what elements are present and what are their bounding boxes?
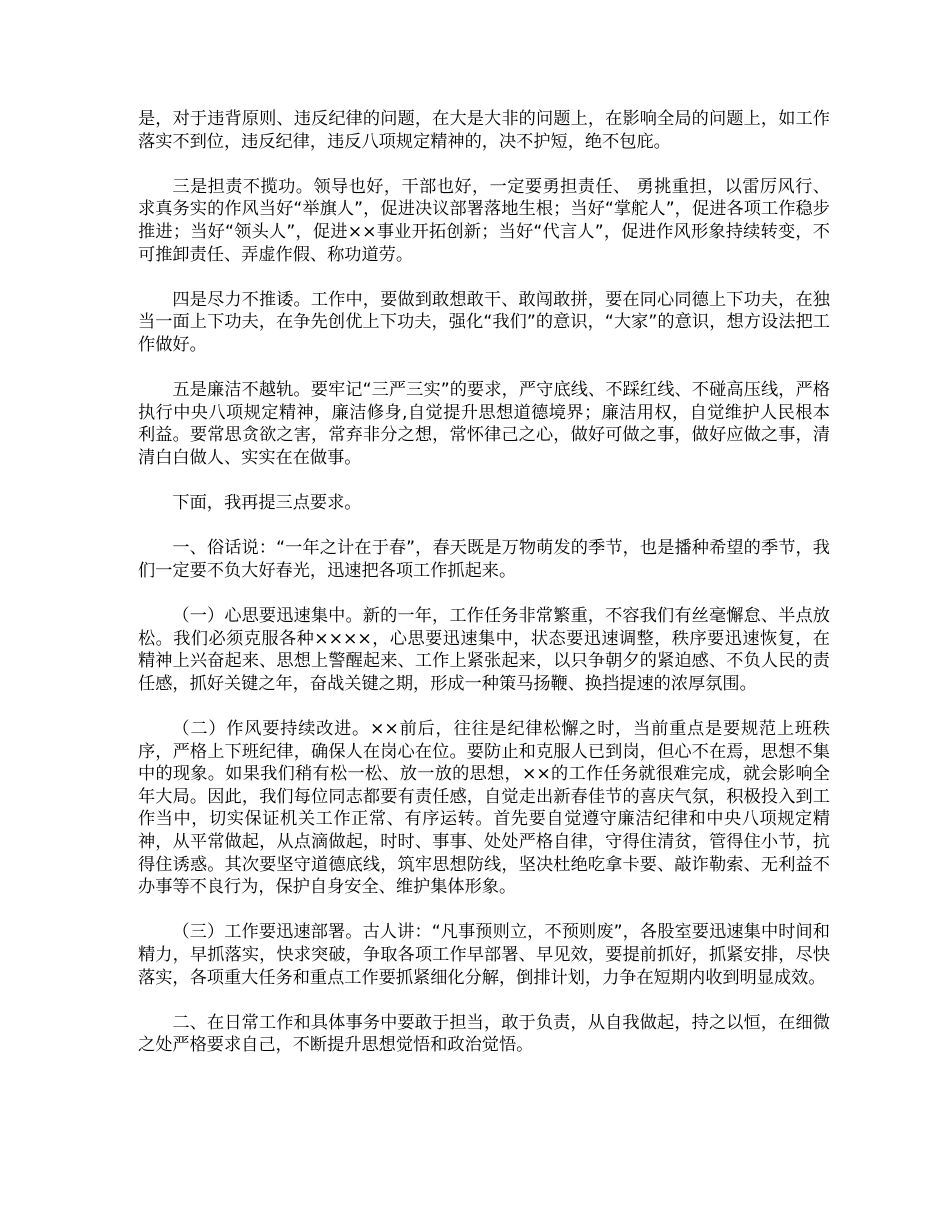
paragraph: 五是廉洁不越轨。要牢记“三严三实”的要求，严守底线、不踩红线、不碰高压线，严格执行中央八项规定精神，廉洁修身,自觉提升思想道德境界；廉洁用权，自觉维护人民根本利益。要常思贪欲之害，常弃非分之想，常怀律己之心，做好可做之事，做好应做之事，清清白白做人、实实在在做事。 [138,380,830,468]
paragraph: （三）工作要迅速部署。古人讲：“凡事预则立，不预则废”，各股室要迅速集中时间和精力，早抓落实，快求突破，争取各项工作早部署、早见效，要提前抓好，抓紧安排，尽快落实，各项重大任务和重点工作要抓紧细化分解，倒排计划，力争在短期内收到明显成效。 [138,922,830,988]
paragraph: （一）心思要迅速集中。新的一年，工作任务非常繁重，不容我们有丝毫懈怠、半点放松。我们必须克服各种××××，心思要迅速集中，状态要迅速调整，秩序要迅速恢复，在精神上兴奋起来、思想上警醒起来、工作上紧张起来，以只争朝夕的紧迫感、不负人民的责任感，抓好关键之年，奋战关键之期，形成一种策马扬鞭、换挡提速的浓厚氛围。 [138,606,830,694]
paragraph: 三是担责不揽功。领导也好，干部也好，一定要勇担责任、 勇挑重担，以雷厉风行、求真务实的作风当好“举旗人”，促进决议部署落地生根；当好“掌舵人”，促进各项工作稳步推进；当好“领头人”，促进××事业开拓创新；当好“代言人”，促进作风形象持续转变，不可推卸责任、弄虚作假、称功道劳。 [138,176,830,265]
paragraph: （二）作风要持续改进。××前后，往往是纪律松懈之时，当前重点是要规范上班秩序，严格上下班纪律，确保人在岗心在位。要防止和克服人已到岗，但心不在焉，思想不集中的现象。如果我们稍有松一松、放一放的思想，××的工作任务就很难完成，就会影响全年大局。因此，我们每位同志都要有责任感，自觉走出新春佳节的喜庆气氛，积极投入到工作当中，切实保证机关工作正常、有序运转。首先要自觉遵守廉洁纪律和中央八项规定精神，从平常做起，从点滴做起，时时、事事、处处严格自律，守得住清贫，管得住小节，抗得住诱惑。其次要坚守道德底线，筑牢思想防线，坚决杜绝吃拿卡要、敲诈勒索、无利益不办事等不良行为，保护自身安全、维护集体形象。 [138,719,830,898]
paragraph: 四是尽力不推诿。工作中，要做到敢想敢干、敢闯敢拼，要在同心同德上下功夫，在独当一面上下功夫，在争先创优上下功夫，强化“我们”的意识，“大家”的意识，想方设法把工作做好。 [138,289,830,355]
paragraph: 二、在日常工作和具体事务中要敢于担当，敢于负责，从自我做起，持之以恒，在细微之处严格要求自己，不断提升思想觉悟和政治觉悟。 [138,1012,830,1056]
paragraph: 是，对于违背原则、违反纪律的问题，在大是大非的问题上，在影响全局的问题上，如工作落实不到位，违反纪律，违反八项规定精神的，决不护短，绝不包庇。 [138,109,830,152]
document-body [138,108,830,1080]
paragraph: 下面，我再提三点要求。 [172,493,362,514]
paragraph: 一、俗话说：“一年之计在于春”，春天既是万物萌发的季节，也是播种希望的季节，我们一定要不负大好春光，迅速把各项工作抓起来。 [138,538,830,581]
